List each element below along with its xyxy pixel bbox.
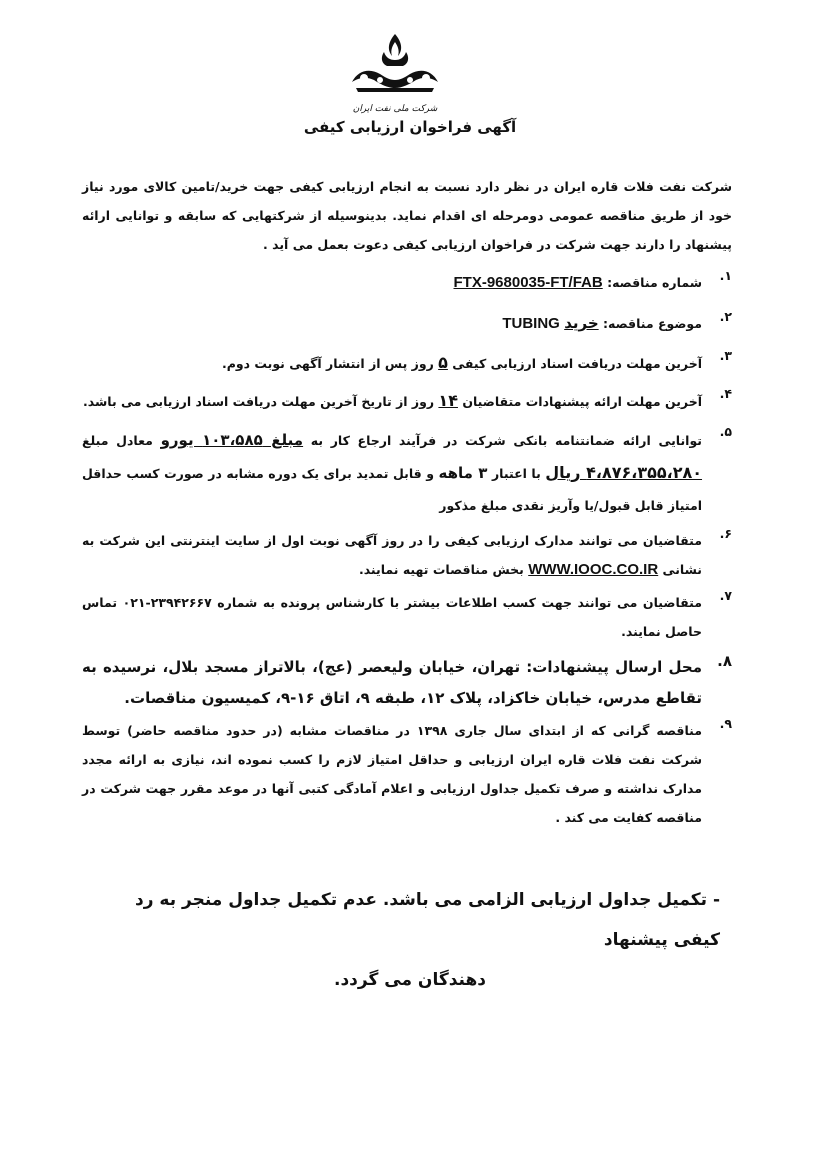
list-item: ۸. محل ارسال پیشنهادات: تهران، خیابان ولیعصر (عج)، بالاتراز مسجد بلال، نرسیده به تقاطع مدرس، خیابان خاکزاد، پلاک ۱۲، طبقه ۹، اتاق ۱۶-۹، کمیسیون مناقصات. [82, 652, 732, 707]
intro-paragraph: شرکت نفت فلات قاره ایران در نظر دارد نسبت به انجام ارزیابی کیفی جهت خرید/تامین کالای مورد نیاز خود از طریق مناقصه عمومی دومرحله ای اقدام نماید. بدینوسیله از شرکتهایی که سابقه و توانایی ارائه پیشنهاد را دارند جهت شرکت در فراخوان ارزیابی کیفی دعوت بعمل می آید . [82, 179, 732, 252]
website-link[interactable]: WWW.IOOC.CO.IR [528, 561, 659, 578]
submission-days: ۱۴ [438, 391, 458, 410]
list-item: ۵. توانایی ارائه ضمانتنامه بانکی شرکت در فرآیند ارجاع کار به مبلغ ۱۰۳،۵۸۵ یورو معادل مبلغ ۴،۸۷۶،۳۵۵،۲۸۰ ریال با اعتبار ۳ ماهه و قابل تمدید برای یک دوره مشابه در صورت کسب حداقل امتیاز قابل قبول/یا وآریز نقدی مبلغ مذکور [82, 424, 732, 513]
list-item: ۲. موضوع مناقصه: خرید TUBING [502, 309, 732, 332]
list-item: ۶. متقاضیان می توانند مدارک ارزیابی کیفی را در روز آگهی نوبت اول از سایت اینترنتی این شرکت به نشانی WWW.IOOC.CO.IR بخش مناقصات تهیه نمایند. [82, 526, 732, 578]
guarantee-months: ۳ ماهه [438, 464, 488, 482]
logo-caption: شرکت ملی نفت ایران [352, 104, 438, 114]
final-note [100, 880, 720, 1000]
tender-subject-en: TUBING [502, 315, 560, 332]
list-item: ۱. شماره مناقصه: FTX-9680035-FT/FAB [453, 268, 732, 291]
list-item: ۹. مناقصه گرانی که از ابتدای سال جاری ۱۳۹۸ در مناقصات مشابه (در حدود مناقصه حاضر) توسط شرکت نفت فلات قاره ایران ارزیابی و حداقل امتیاز لازم را کسب نموده اند، نیازی به ارائه مجدد مدارک نداشته و صرف تکمیل جداول ارزیابی و اعلام آمادگی کتبی آنها در موعد مقرر جهت شرکت در مناقصه کفایت می کند . [82, 716, 732, 825]
tender-number-value: FTX-9680035-FT/FAB [453, 274, 603, 291]
tender-subject-label: موضوع مناقصه: [603, 316, 702, 331]
list-item: ۴. آخرین مهلت ارائه پیشنهادات متقاضیان ۱۴ روز از تاریخ آخرین مهلت دریافت اسناد ارزیابی می باشد. [82, 386, 732, 410]
company-logo [340, 30, 450, 120]
list-item: ۷. متقاضیان می توانند جهت کسب اطلاعات بیشتر با کارشناس پرونده به شماره ۲۳۹۴۲۶۶۷-۰۲۱ تماس حاصل نمایند. [82, 588, 732, 639]
list-item: ۳. آخرین مهلت دریافت اسناد ارزیابی کیفی ۵ روز پس از انتشار آگهی نوبت دوم. [221, 348, 732, 372]
tender-subject-fa: خرید [564, 314, 599, 332]
deadline-days: ۵ [438, 353, 448, 372]
final-note-line2: دهندگان می گردد. [334, 970, 486, 990]
nioc-logo-icon [340, 30, 450, 102]
guarantee-amount-rial: ۴،۸۷۶،۳۵۵،۲۸۰ ریال [545, 463, 703, 482]
item-list [82, 268, 732, 832]
tender-number-label: شماره مناقصه: [607, 275, 702, 290]
page-title: آگهی فراخوان ارزیابی کیفی [303, 118, 517, 136]
final-note-line1: - تکمیل جداول ارزیابی الزامی می باشد. عدم تکمیل جداول منجر به رد کیفی پیشنهاد [134, 890, 720, 950]
guarantee-amount-eur: مبلغ ۱۰۳،۵۸۵ یورو [160, 431, 304, 449]
